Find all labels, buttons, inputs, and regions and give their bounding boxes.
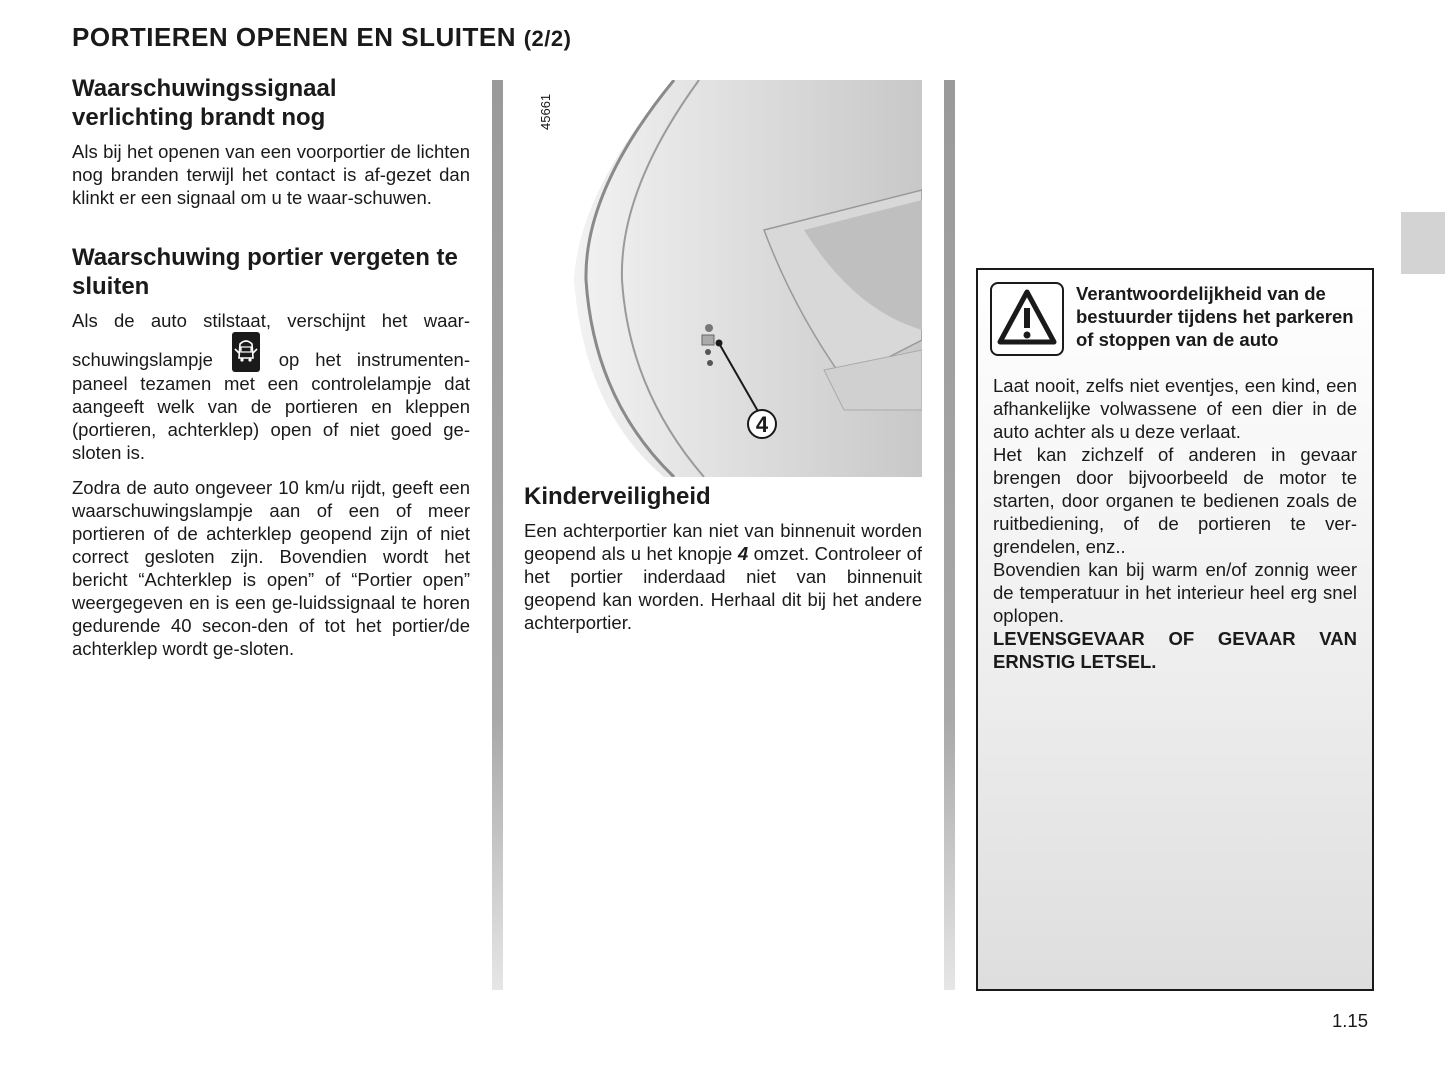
illustration-id: 45661 [538, 93, 553, 130]
warning-p3: Bovendien kan bij warm en/of zonnig weer de temperatuur in het interieur heel erg snel oplopen. [993, 559, 1357, 626]
warning-body [993, 374, 1357, 673]
section-text-door-2: Zodra de auto ongeveer 10 km/u rijdt, geeft een waarschuwingslampje aan of een of meer portieren of de achterklep geopend zijn of niet correct gesloten zijn. Bovendien wordt het bericht “Achterklep is open” of “Portier open” weergegeven en is een ge-luidssignaal te horen gedurende 40 secon-den of tot het portier/de achterklep wordt ge-sloten. [72, 477, 470, 659]
section-text-door-part2: op het instrumenten-paneel tezamen met een controlelampje dat aangeeft welk van de portieren en kleppen (portieren, achterklep) open of niet goed ge-sloten is. [72, 349, 471, 463]
section-heading-child-safety: Kinderveiligheid [524, 483, 711, 510]
page-number: 1.15 [1332, 1010, 1369, 1031]
section-heading-door: Waarschuwing portier vergeten te sluiten [72, 244, 458, 300]
page-title [72, 22, 571, 53]
page-title-text: PORTIEREN OPENEN EN SLUITEN [72, 22, 516, 52]
warning-p4: LEVENSGEVAAR OF GEVAAR VAN ERNSTIG LETSEL. [993, 628, 1357, 672]
child-safety-text-part1: Een achterportier kan niet van binnenuit worden geopend als u het knopje [524, 520, 922, 564]
warning-p1: Laat nooit, zelfs niet eventjes, een kind, een afhankelijke volwassene of een dier in de auto achter als u deze verlaat. [993, 375, 1357, 442]
right-text-column [524, 482, 922, 634]
section-text-door [72, 309, 470, 464]
door-open-warning-icon [232, 332, 260, 372]
section-heading-lights: Waarschuwingssignaal verlichting brandt nog [72, 75, 337, 131]
child-safety-text-part2: omzet. Controleer of het portier inderdaad niet van binnenuit geopend kan worden. Herhaal dit bij het andere achterportier. [524, 543, 923, 633]
section-text-door-part1: Als de auto stilstaat, verschijnt het waar-schuwingslampje [72, 310, 470, 370]
column-separator-left [492, 80, 503, 990]
door-illustration [524, 80, 922, 477]
section-text-lights: Als bij het openen van een voorportier de lichten nog branden terwijl het contact is af-gezet dan klinkt er een signaal om u te waar-schuwen. [72, 141, 470, 208]
section-text-child-safety [524, 519, 922, 634]
column-separator-right [944, 80, 955, 990]
warning-triangle-icon [990, 282, 1064, 356]
warning-box [976, 268, 1374, 991]
warning-p2: Het kan zichzelf of anderen in gevaar brengen door bijvoorbeeld de motor te starten, door organen te bedienen zoals de ruitbediening, of de portieren te ver-grendelen, enz.. [993, 444, 1357, 557]
child-safety-ref: 4 [737, 543, 749, 564]
chapter-tab [1401, 212, 1445, 274]
left-column [72, 74, 470, 660]
warning-heading: Verantwoordelijkheid van de bestuurder tijdens het parkeren of stoppen van de auto [1076, 283, 1354, 350]
callout-number: 4 [755, 412, 769, 437]
page-title-part: (2/2) [523, 26, 572, 51]
